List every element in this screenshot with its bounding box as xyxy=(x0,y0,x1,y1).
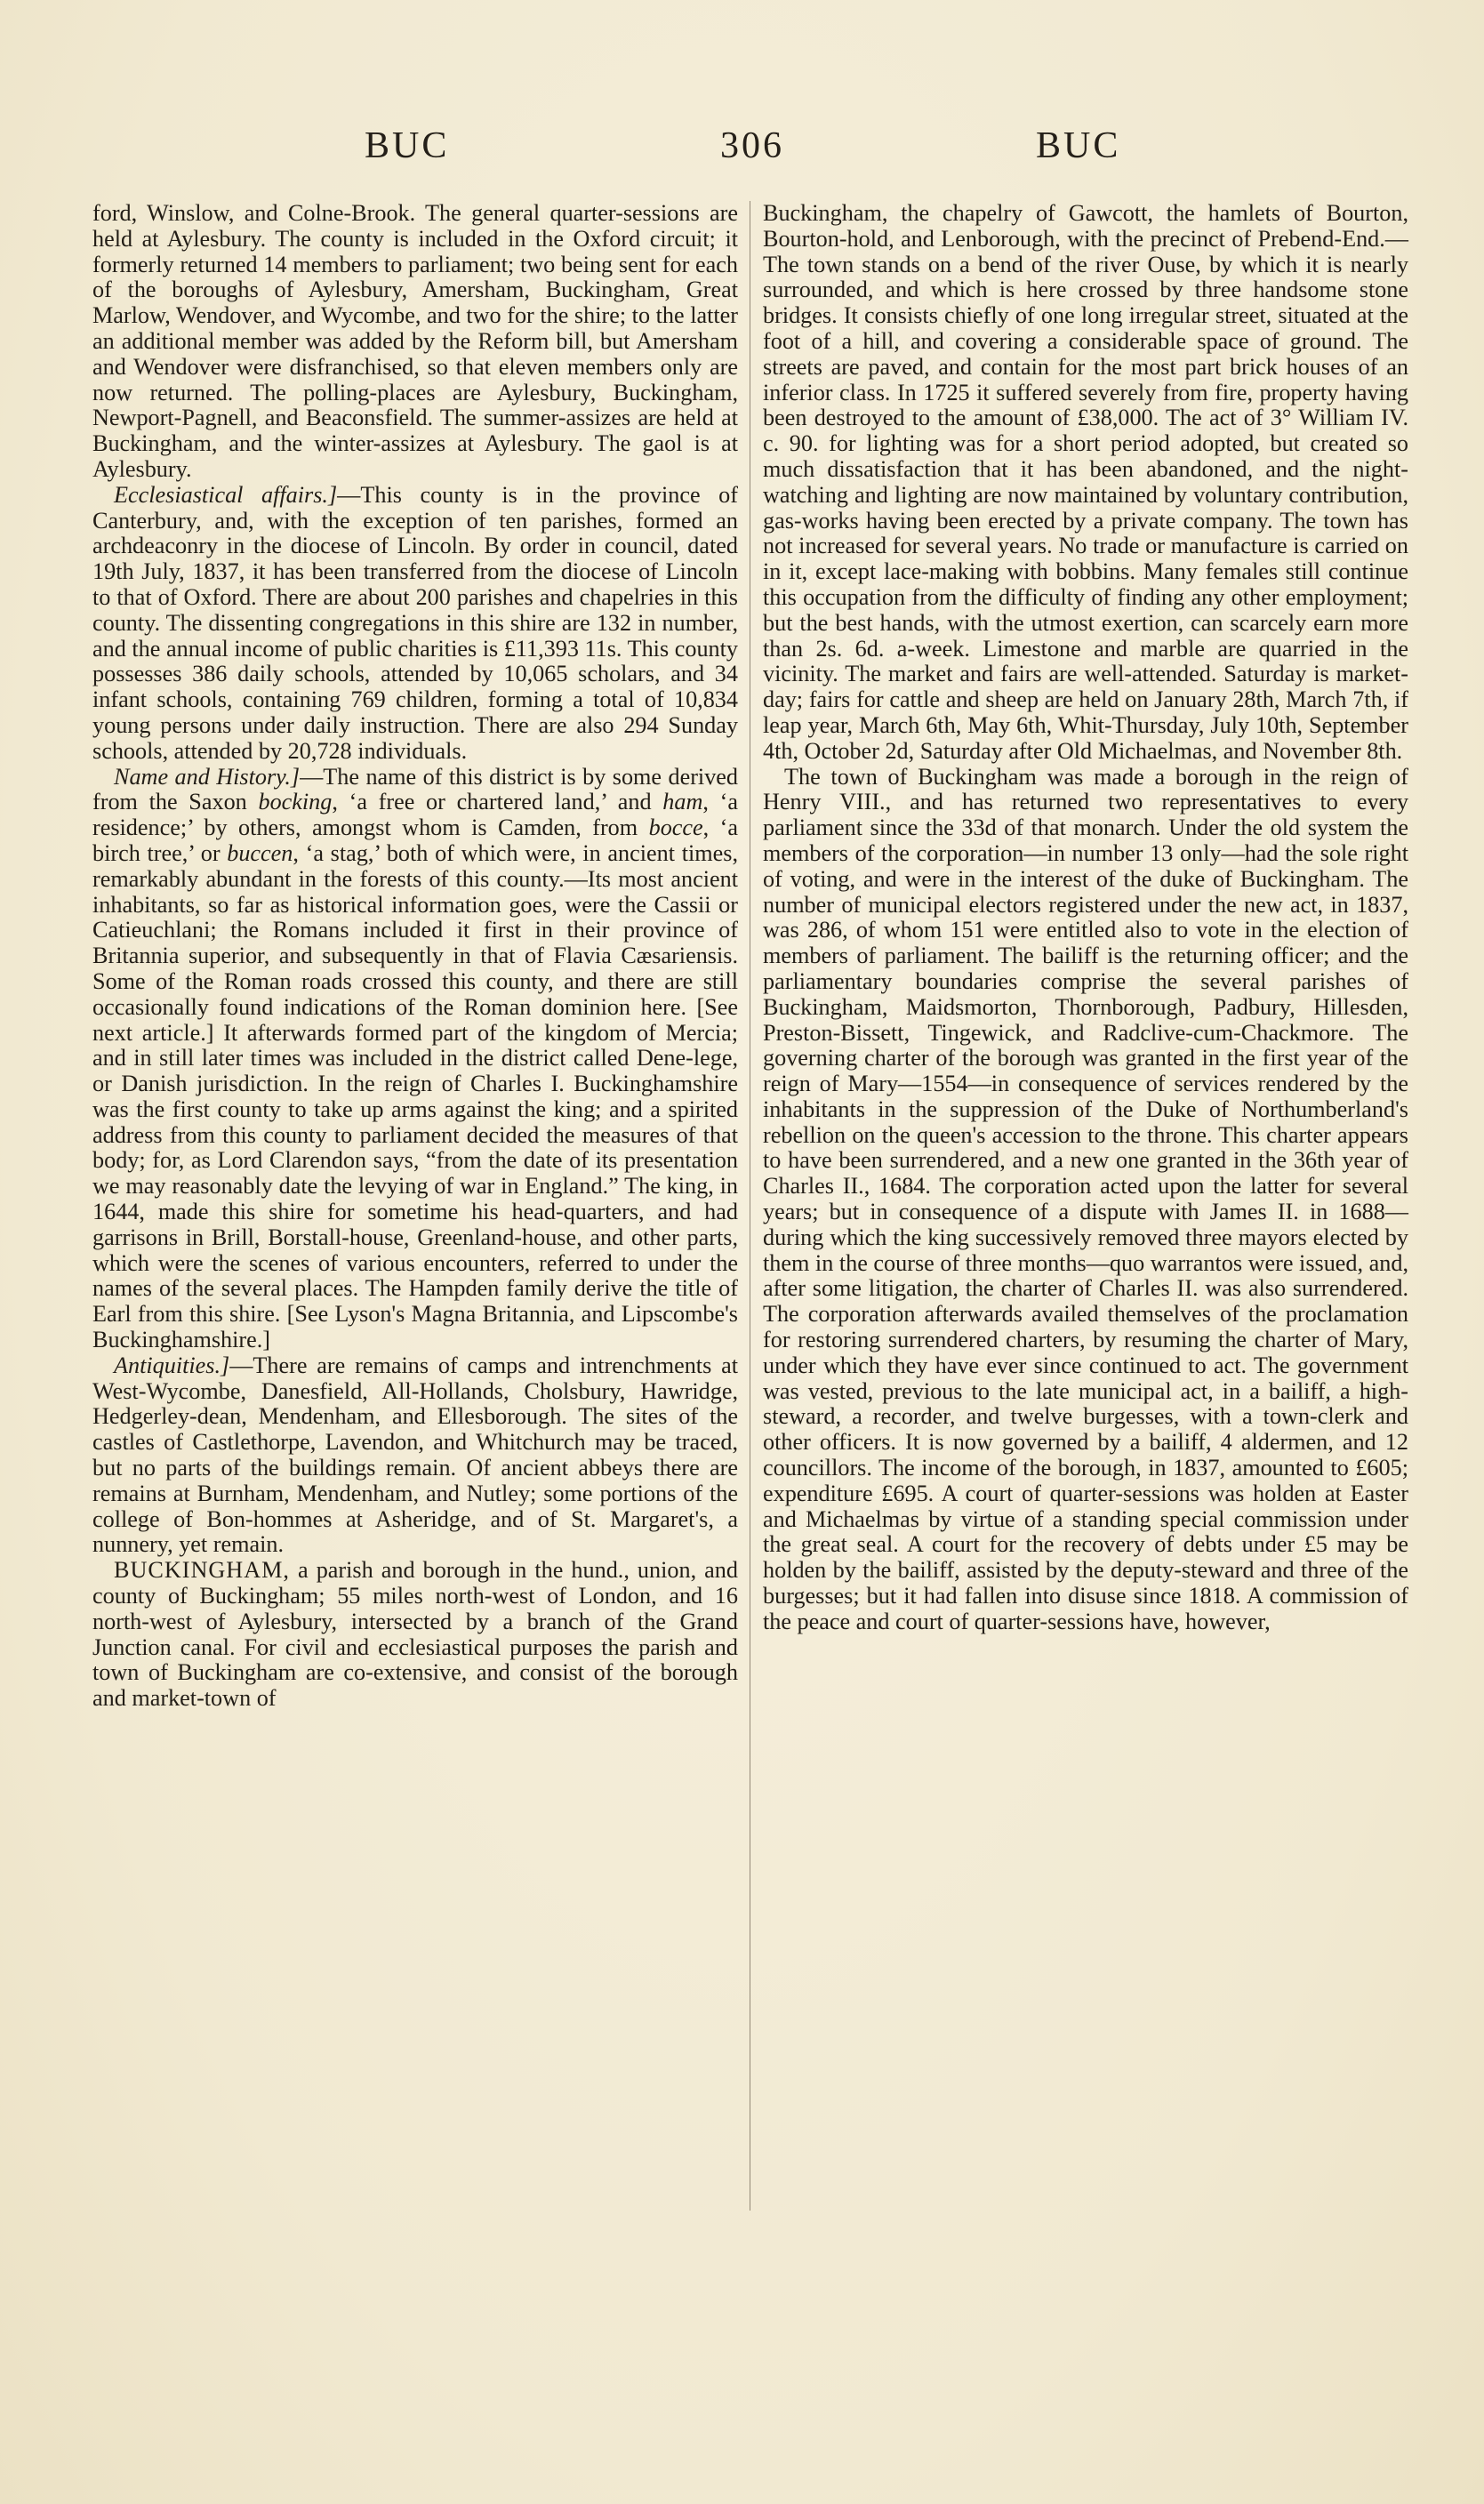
paragraph-text: , ‘a stag,’ both of which were, in ancient times, remarkably abundant in the forests of this county.—Its most ancient inhabitants, so far as historical information goes, were the Cassii or Catieuchlani; the Romans included it first in their province of Britannia superior, and subsequently in that of Flavia Cæsariensis. Some of the Roman roads crossed this county, and there are still occasionally found indications of the Roman dominion here. [See next article.] It afterwards formed part of the kingdom of Mercia; and in still later times was included in the district called Dene-lege, or Danish jurisdiction. In the reign of Charles I. Buckinghamshire was the first county to take up arms against the king; and a spirited address from this county to parliament decided the measures of that body; for, as Lord Clarendon says, “from the date of its presentation we may reasonably date the levying of war in England.” The king, in 1644, made this shire for sometime his head-quarters, and had garrisons in Brill, Borstall-house, Greenland-house, and other parts, which were the scenes of various encounters, referred to under the names of the several places. The Hampden family derive the title of Earl from this shire. [See Lyson's Magna Britannia, and Lipscombe's Buckinghamshire.] xyxy=(92,839,738,1353)
italic-term: bocce xyxy=(648,815,703,841)
paragraph-county-sessions: ford, Winslow, and Colne-Brook. The general quarter-sessions are held at Aylesbury. The county is included in the Oxford circuit; it formerly returned 14 members to parliament; two being sent for each of the boroughs of Aylesbury, Amersham, Buckingham, Great Marlow, Wendover, and Wycombe, and two for the shire; to the latter an additional member was added by the Reform bill, but Amersham and Wendover were disfranchised, so that eleven members only are now returned. The polling-places are Aylesbury, Buckingham, Newport-Pagnell, and Beaconsfield. The summer-assizes are held at Buckingham, and the winter-assizes at Aylesbury. The gaol is at Aylesbury. xyxy=(92,200,738,482)
section-heading-name-history: Name and History.] xyxy=(114,763,301,790)
paragraph-antiquities xyxy=(92,1353,738,1558)
paragraph-text: —This county is in the province of Canterbury, and, with the exception of ten parishes, formed an archdeaconry in the diocese of Lincoln. By order in council, dated 19th July, 1837, it has been transferred from the diocese of Lincoln to that of Oxford. There are about 200 parishes and chapelries in this county. The dissenting congregations in this shire are 132 in number, and the annual income of public charities is £11,393 11s. This county possesses 386 daily schools, attended by 10,065 scholars, and 34 infant schools, containing 769 children, forming a total of 10,834 young persons under daily instruction. There are also 294 Sunday schools, attended by 20,728 individuals. xyxy=(92,481,739,764)
italic-term: bocking xyxy=(258,789,333,815)
paragraph-text: , ‘a residence;’ by others, amongst whom is Camden, from xyxy=(92,789,738,841)
paragraph-text: —The name of this district is by some derived from the Saxon xyxy=(92,763,739,815)
paragraph-text: —There are remains of camps and intrenchments at West-Wycombe, Danesfield, All-Hollands, Cholsbury, Hawridge, Hedgerley-dean, Mendenham, and Ellesborough. The sites of the castles of Castlethorpe, Lavendon, and Whitchurch may be traced, but no parts of the buildings remain. Of ancient abbeys there are remains at Burnham, Mendenham, and Nutley; some portions of the college of Bon-hommes at Asheridge, and of St. Margaret's, a nunnery, yet remain. xyxy=(92,1352,738,1558)
italic-term: buccen xyxy=(227,839,293,866)
paragraph-buckingham-entry xyxy=(92,1558,738,1712)
section-heading-antiquities: Antiquities.] xyxy=(114,1352,230,1378)
paragraph-ecclesiastical xyxy=(92,483,738,765)
section-heading-ecclesiastical: Ecclesiastical affairs.] xyxy=(114,481,338,508)
running-header xyxy=(356,124,1138,174)
paragraph-text: , ‘a birch tree,’ or xyxy=(92,815,738,866)
page-number: 306 xyxy=(720,125,784,166)
paragraph-name-history xyxy=(92,765,738,1353)
italic-term: ham xyxy=(662,789,703,815)
paragraph-borough-history: The town of Buckingham was made a borough in the reign of Henry VIII., and has returned two representatives to every parliament since the 33d of that monarch. Under the old system the members of the corporation—in number 13 only—had the sole right of voting, and were in the interest of the duke of Buckingham. The number of municipal electors registered under the new act, in 1837, was 286, of whom 151 were entitled also to vote in the election of members of parliament. The bailiff is the returning officer; and the parliamentary boundaries comprise the several parishes of Buckingham, Maidsmorton, Thornborough, Padbury, Hillesden, Preston-Bissett, Tingewick, and Radclive-cum-Chackmore. The governing charter of the borough was granted in the first year of the reign of Mary—1554—in consequence of services rendered by the inhabitants in the suppression of the Duke of Northumberland's rebellion on the queen's accession to the throne. This charter appears to have been surrendered, and a new one granted in the 36th year of Charles II., 1684. The corporation acted upon the latter for several years; but in consequence of a dispute with James II. in 1688—during which the king successively removed three mayors elected by them in the course of three months—quo warrantos were issued, and, after some litigation, the charter of Charles II. was also surrendered. The corporation afterwards availed themselves of the proclamation for restoring surrendered charters, by resuming the charter of Mary, under which they have ever since continued to act. The government was vested, previous to the late municipal act, in a bailiff, a high-steward, a recorder, and twelve burgesses, with a town-clerk and other officers. It is now governed by a bailiff, 4 aldermen, and 12 councillors. The income of the borough, in 1837, amounted to £605; expenditure £695. A court of quarter-sessions was holden at Easter and Michaelmas by virtue of a standing special commission under the great seal. A court for the recovery of debts under £5 may be holden by the bailiff, assisted by the deputy-steward and three of the burgesses; but it had fallen into disuse since 1818. A commission of the peace and court of quarter-sessions have, however, xyxy=(763,763,1408,1634)
paragraph-text: , ‘a free or chartered land,’ and xyxy=(332,789,663,815)
left-column xyxy=(92,201,738,1712)
paragraph-text: a parish and borough in the hund., union, and county of Buckingham; 55 miles north-west of London, and 16 north-west of Aylesbury, intersected by a branch of the Grand Junction canal. For civil and ecclesiastical purposes the parish and town of Buckingham are co-extensive, and consist of the borough and market-town of xyxy=(92,1557,738,1712)
paragraph-town-description: Buckingham, the chapelry of Gawcott, the hamlets of Bourton, Bourton-hold, and Lenborough, with the precinct of Prebend-End.—The town stands on a bend of the river Ouse, by which it is nearly surrounded, and which is here crossed by three handsome stone bridges. It consists chiefly of one long irregular street, situated at the foot of a hill, and covering a considerable space of ground. The streets are paved, and contain for the most part brick houses of an inferior class. In 1725 it suffered severely from fire, property having been destroyed to the amount of £38,000. The act of 3° William IV. c. 90. for lighting was for a short period adopted, but created so much dissatisfaction that it has been abandoned, and the night-watching and lighting are now maintained by voluntary contribution, gas-works having been erected by a private company. The town has not increased for several years. No trade or manufacture is carried on in it, except lace-making with bobbins. Many females still continue this occupation from the difficulty of finding any other employment; but the best hands, with the utmost exertion, can scarcely earn more than 2s. 6d. a-week. Limestone and marble are quarried in the vicinity. The market and fairs are well-attended. Saturday is market-day; fairs for cattle and sheep are held on January 28th, March 7th, if leap year, March 6th, May 6th, Whit-Thursday, July 10th, September 4th, October 2d, Saturday after Old Michaelmas, and November 8th. xyxy=(763,200,1408,764)
header-right-catchword: BUC xyxy=(1036,125,1121,166)
right-column xyxy=(763,201,1408,1635)
header-left-catchword: BUC xyxy=(365,125,450,166)
entry-headword-buckingham: BUCKINGHAM, xyxy=(114,1557,290,1584)
